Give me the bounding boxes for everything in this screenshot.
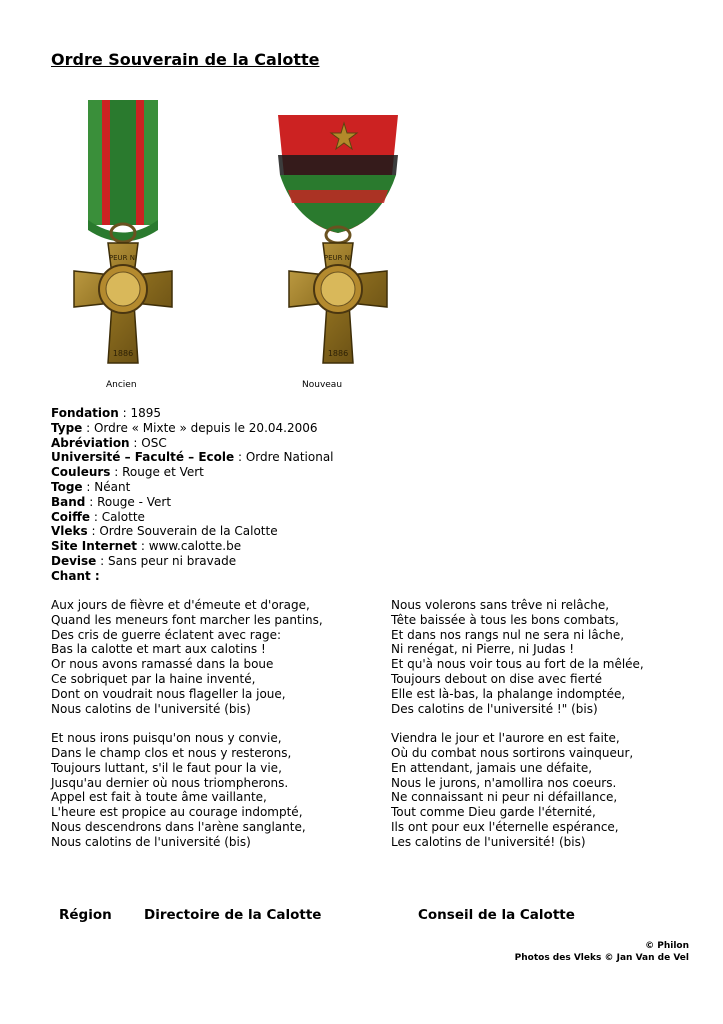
info-block [51,406,334,584]
poem-line: Dans le champ clos et nous y resterons, [51,745,292,760]
poem-line: Où du combat nous sortirons vainqueur, [391,745,634,760]
info-value: Néant [94,479,131,494]
info-couleurs: Couleurs : Rouge et Vert [51,465,204,480]
info-label: Type [51,420,83,435]
info-value: Ordre « Mixte » depuis le 20.04.2006 [93,420,318,435]
info-type: Type : Ordre « Mixte » depuis le 20.04.2006 [51,420,318,435]
footer-region: Région [59,907,112,923]
info-value: www.calotte.be [148,539,242,554]
info-vleks: Vleks : Ordre Souverain de la Calotte [51,524,278,539]
credit-author: © Philon [645,941,689,951]
poem-line: Dont on voudrait nous flageller la joue, [51,686,286,701]
poem-line: En attendant, jamais une défaite, [391,760,593,775]
footer-conseil: Conseil de la Calotte [418,907,575,923]
poem-line: Nous le jurons, n'amollira nos coeurs. [391,775,617,790]
info-label: Fondation [51,406,119,420]
medal-ancien-image [60,95,200,385]
svg-text:PEUR NI: PEUR NI [108,254,138,262]
info-label: Coiffe [51,509,91,524]
medal-nouveau-image [268,95,408,385]
info-abreviation: Abréviation : OSC [51,435,167,450]
poem-line: Tout comme Dieu garde l'éternité, [391,805,596,820]
poem-line: Ils ont pour eux l'éternelle espérance, [391,819,619,834]
info-label: Université – Faculté – Ecole [51,450,235,465]
poem-line: Nous descendrons dans l'arène sanglante, [51,819,306,834]
poem-line: Nous volerons sans trêve ni relâche, [391,598,610,612]
poem-line: L'heure est propice au courage indompté, [51,805,303,820]
poem-line: Nous calotins de l'université (bis) [51,834,251,849]
poem-line: Appel est fait à toute âme vaillante, [51,790,267,805]
poem-left-column [51,598,323,864]
info-toge: Toge : Néant [51,479,131,494]
poem-line: Toujours debout on dise avec fierté [391,671,602,686]
info-band: Band : Rouge - Vert [51,494,172,509]
poem-right-column [391,598,644,864]
poem-line: Ne connaissant ni peur ni défaillance, [391,790,618,805]
info-label: Band [51,494,86,509]
stanza [391,598,644,716]
info-value: Sans peur ni bravade [108,553,237,568]
info-site: Site Internet : www.calotte.be [51,539,242,554]
info-universite: Université – Faculté – Ecole : Ordre National [51,450,334,465]
stanza [391,731,644,849]
info-label: Devise [51,553,97,568]
poem-line: Et nous irons puisqu'on nous y convie, [51,731,282,746]
poem-line: Or nous avons ramassé dans la boue [51,657,274,672]
poem-line: Et dans nos rangs nul ne sera ni lâche, [391,627,625,642]
info-value: Calotte [101,509,145,524]
poem-line: Bas la calotte et mart aux calotins ! [51,642,266,657]
poem-line: Viendra le jour et l'aurore en est faite, [391,731,620,746]
info-coiffe: Coiffe : Calotte [51,509,145,524]
medal-ancien-caption: Ancien [106,380,137,390]
info-chant: Chant : [51,568,100,583]
info-value: OSC [141,435,167,450]
info-value: 1895 [130,406,162,420]
info-label: Vleks [51,524,88,539]
medal-nouveau-caption: Nouveau [302,380,343,390]
poem-line: Ni renégat, ni Pierre, ni Judas ! [391,642,575,657]
svg-text:PEUR NI: PEUR NI [323,254,353,262]
poem-line: Des cris de guerre éclatent avec rage: [51,627,282,642]
poem-line: Toujours luttant, s'il le faut pour la vie, [51,760,282,775]
page-title: Ordre Souverain de la Calotte [51,50,320,69]
stanza [51,598,323,716]
info-value: Ordre National [245,450,334,465]
poem-line: Et qu'à nous voir tous au fort de la mêlée, [391,657,644,672]
info-label: Chant [51,568,91,583]
poem-line: Jusqu'au dernier où nous triompherons. [51,775,289,790]
poem-line: Tête baissée à tous les bons combats, [391,612,619,627]
poem-line: Aux jours de fièvre et d'émeute et d'orage, [51,598,310,612]
info-fondation: Fondation : 1895 [51,406,162,420]
footer-directoire: Directoire de la Calotte [144,907,322,923]
stanza [51,731,323,849]
poem-line: Ce sobriquet par la haine inventé, [51,671,256,686]
poem-line: Des calotins de l'université !" (bis) [391,701,598,716]
svg-text:1886: 1886 [112,349,134,358]
info-label: Abréviation [51,435,130,450]
poem-line: Elle est là-bas, la phalange indomptée, [391,686,626,701]
credit-photos: Photos des Vleks © Jan Van de Vel [514,953,689,963]
svg-text:1886: 1886 [327,349,349,358]
poem-line: Quand les meneurs font marcher les pantins, [51,612,323,627]
info-label: Toge [51,479,83,494]
info-value: Ordre Souverain de la Calotte [99,524,278,539]
info-devise: Devise : Sans peur ni bravade [51,553,237,568]
info-value: Rouge et Vert [122,465,204,480]
poem-line: Les calotins de l'université! (bis) [391,834,586,849]
poem-line: Nous calotins de l'université (bis) [51,701,251,716]
info-label: Site Internet [51,539,138,554]
info-value: Rouge - Vert [97,494,172,509]
info-label: Couleurs [51,465,111,480]
